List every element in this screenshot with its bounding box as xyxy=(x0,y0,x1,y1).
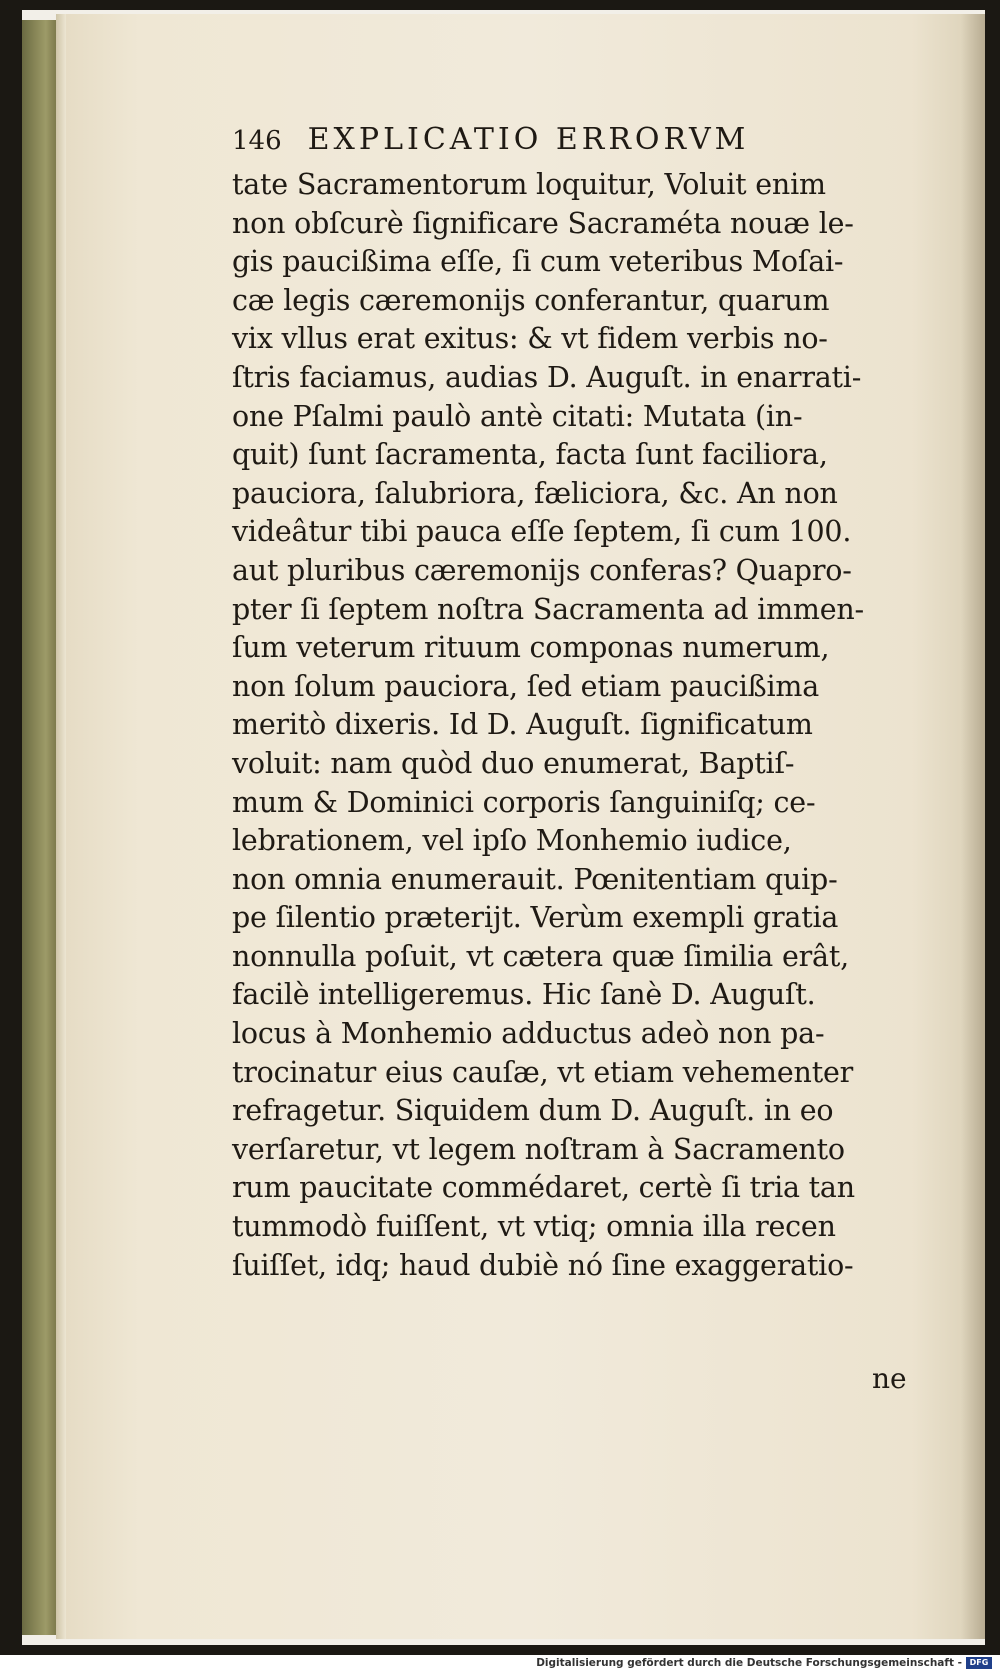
scan-border-right xyxy=(985,0,1000,1655)
text-line: non omnia enumerauit. Pœnitentiam quip- xyxy=(232,862,838,896)
text-line: pauciora, ſalubriora, fæliciora, &c. An non xyxy=(232,476,838,510)
text-line: meritò dixeris. Id D. Auguſt. ſignificatum xyxy=(232,708,813,742)
scan-border-top xyxy=(0,0,1000,10)
dfg-logo-icon: DFG xyxy=(966,1657,992,1669)
text-line: one Pſalmi paulò antè citati: Mutata (in- xyxy=(232,399,803,433)
text-line: trocinatur eius cauſæ, vt etiam vehementer xyxy=(232,1055,854,1089)
text-line: vix vllus erat exitus: & vt fidem verbis no- xyxy=(232,322,828,356)
catchword: ne xyxy=(872,1362,907,1395)
text-line: ſuiſſet, idq; haud dubiè nó ſine exaggeratio- xyxy=(232,1248,854,1282)
text-line: non ſolum pauciora, ſed etiam paucißima xyxy=(232,669,820,703)
text-line: locus à Monhemio adductus adeò non pa- xyxy=(232,1017,825,1051)
text-line: refragetur. Siquidem dum D. Auguſt. in eo xyxy=(232,1094,834,1128)
text-line: tummodò fuiſſent, vt vtiq; omnia illa recen xyxy=(232,1210,836,1244)
page-gutter-shadow xyxy=(961,14,985,1639)
text-line: quit) ſunt ſacramenta, facta ſunt faciliora, xyxy=(232,438,828,472)
book-cover-edge xyxy=(22,20,56,1635)
scan-border-bottom xyxy=(0,1645,1000,1655)
page-number: 146 xyxy=(232,126,282,156)
text-block xyxy=(232,122,932,1285)
text-line: mum & Dominici corporis ſanguiniſq; ce- xyxy=(232,785,816,819)
text-line: aut pluribus cæremonijs conferas? Quapro- xyxy=(232,553,852,587)
page-header xyxy=(232,122,932,166)
footer-credit: Digitalisierung gefördert durch die Deutsche Forschungsgemeinschaft - xyxy=(536,1657,962,1669)
text-line: tate Sacramentorum loquitur, Voluit enim xyxy=(232,168,826,201)
text-line: ſtris faciamus, audias D. Auguſt. in enarrati- xyxy=(232,360,862,394)
text-line: non obſcurè ſignificare Sacraméta nouæ le- xyxy=(232,206,854,240)
text-line: verſaretur, vt legem noſtram à Sacramento xyxy=(232,1132,845,1166)
text-line: nonnulla poſuit, vt cætera quæ ſimilia erât, xyxy=(232,939,849,973)
text-line: pe ſilentio præterijt. Verùm exempli gratia xyxy=(232,901,839,935)
text-line: facilè intelligeremus. Hic ſanè D. Auguſt. xyxy=(232,978,816,1012)
text-line: ſum veterum rituum componas numerum, xyxy=(232,631,830,665)
text-line: pter ſi ſeptem noſtra Sacramenta ad immen- xyxy=(232,592,864,626)
text-line: voluit: nam quòd duo enumerat, Baptiſ- xyxy=(232,746,795,780)
text-line: cæ legis cæremonijs conferantur, quarum xyxy=(232,283,830,317)
text-line: rum paucitate commédaret, certè ſi tria tan xyxy=(232,1171,855,1205)
scan-border-left xyxy=(0,0,22,1655)
text-line: lebrationem, vel ipſo Monhemio iudice, xyxy=(232,824,792,858)
page-edge xyxy=(56,14,66,1639)
running-head: EXPLICATIO ERRORVM xyxy=(307,122,750,157)
body-text xyxy=(232,166,932,1285)
text-line: videâtur tibi pauca eſſe ſeptem, ſi cum 100. xyxy=(232,515,852,549)
text-line: gis paucißima eſſe, ſi cum veteribus Moſai- xyxy=(232,245,844,279)
